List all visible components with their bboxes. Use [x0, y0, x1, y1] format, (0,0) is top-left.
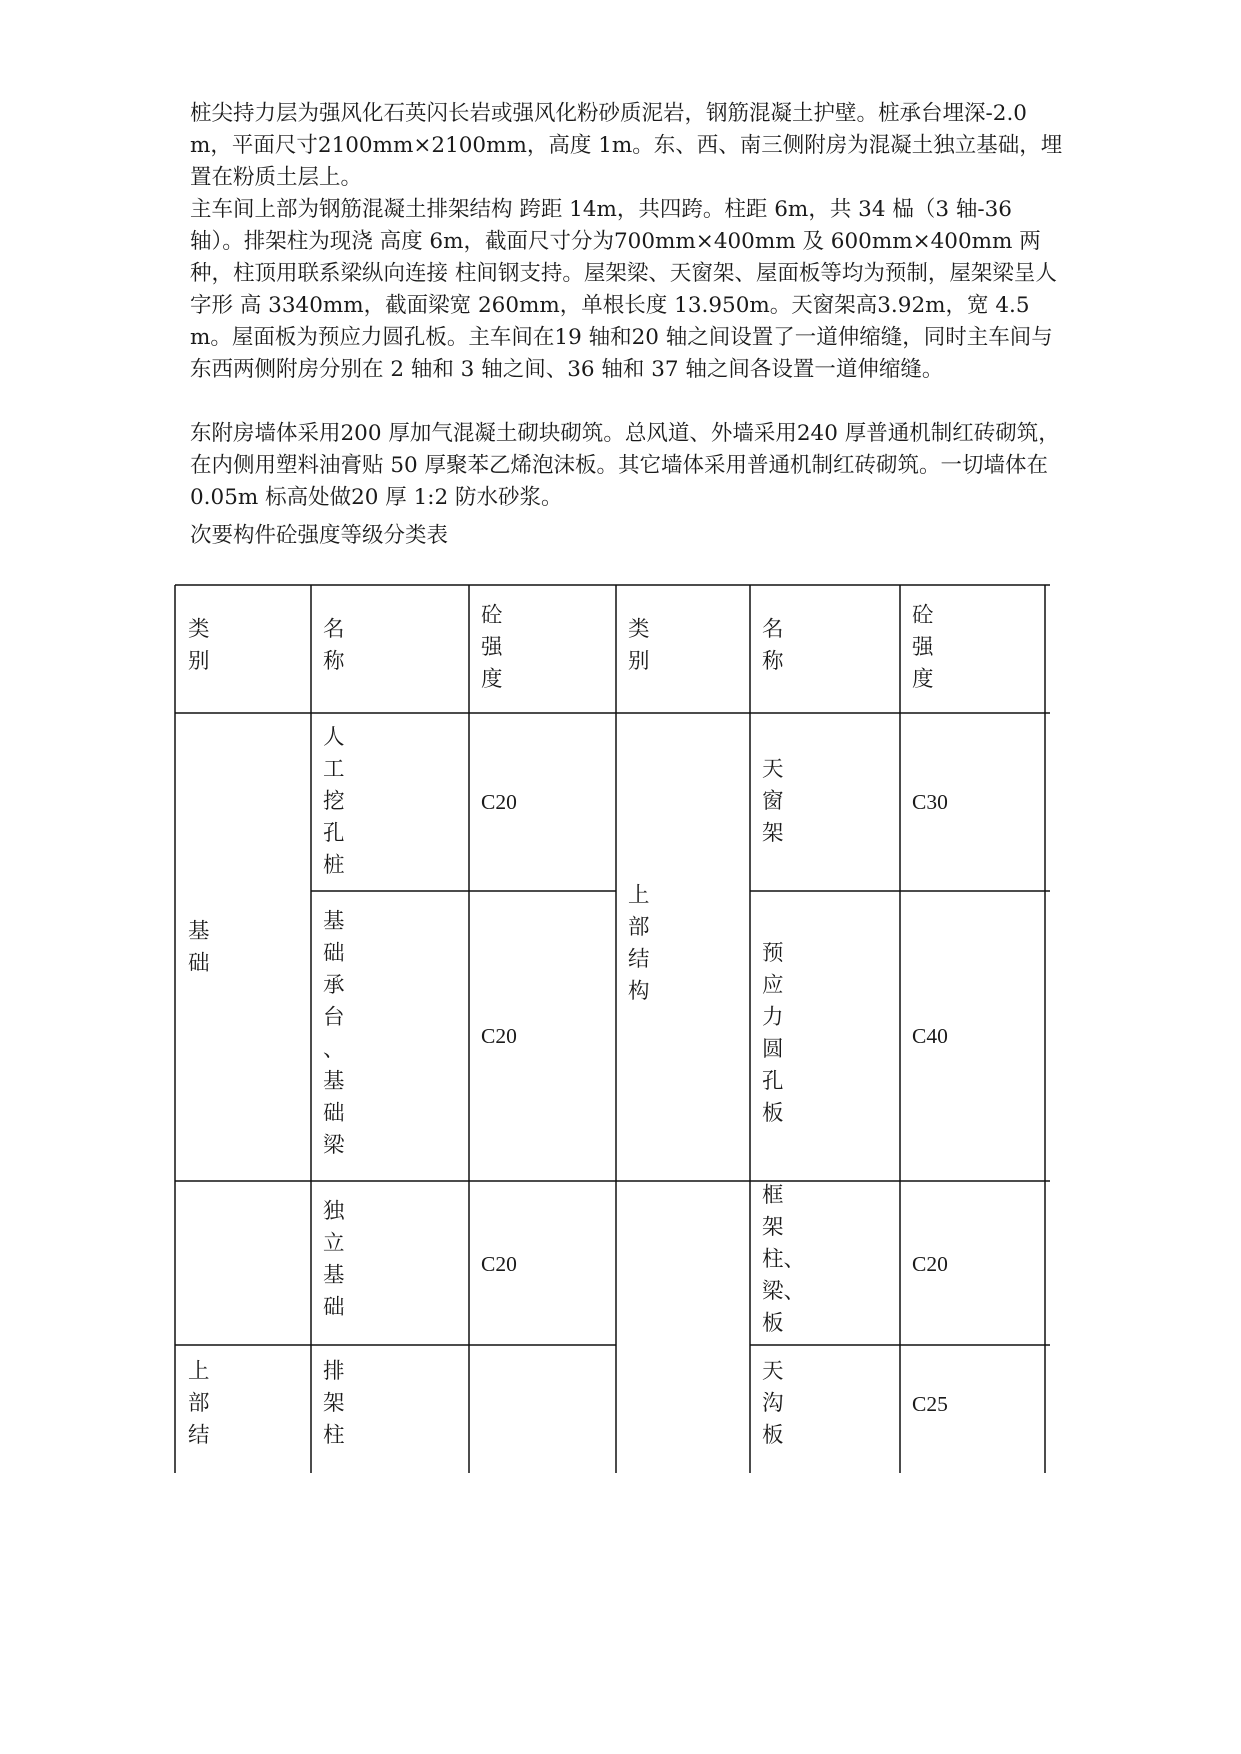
paragraph-main-workshop: 主车间上部为钢筋混凝土排架结构 跨距 14m，共四跨。柱距 6m，共 34 榀（3 轴-36 轴）。排架柱为现浇 高度 6m，截面尺寸分为700mm×400mm 及 600mm×400mm 两种，柱顶用联系梁纵向连接 柱间钢支持。屋架梁、天窗架、屋面板等均为预制，屋架梁呈人字形 高 3340mm，截面梁宽 260mm，单根长度 13.950m。天窗架高3.92m，宽 4.5m。屋面板为预应力圆孔板。主车间在19 轴和20 轴之间设置了一道伸缩缝，同时主车间与东西两侧附房分别在 2 轴和 3 轴之间、36 轴和 37 轴之间各设置一道伸缩缝。 [190, 197, 1057, 382]
grade-prestressed-hollow-slab: C40 [912, 1024, 948, 1048]
grade-pile-cap-and-beam: C20 [481, 1024, 517, 1048]
paragraph-walls: 东附房墙体采用200 厚加气混凝土砌块砌筑。总风道、外墙采用240 厚普通机制红砖砌筑，在内侧用塑料油膏贴 50 厚聚苯乙烯泡沫板。其它墙体采用普通机制红砖砌筑。一切墙体在0.05m 标高处做20 厚 1:2 防水砂浆。 [190, 421, 1060, 510]
category-superstructure-left: 上 部 结 [188, 1359, 210, 1448]
category-superstructure-right: 上 部 结 构 [628, 883, 650, 1004]
header-name-left: 名 称 [323, 617, 345, 674]
name-bent-column: 排 架 柱 [323, 1359, 345, 1448]
name-prestressed-hollow-slab: 预 应 力 圆 孔 板 [762, 941, 784, 1126]
name-pile-cap-and-beam: 基 础 承 台 、 基 础 梁 [323, 909, 345, 1158]
category-foundation: 基 础 [188, 919, 210, 976]
name-skylight-frame: 天 窗 架 [762, 757, 784, 846]
name-manual-bored-pile: 人 工 挖 孔 桩 [323, 725, 345, 878]
header-name-right: 名 称 [762, 617, 784, 674]
grade-isolated-footing: C20 [481, 1252, 517, 1276]
name-gutter-slab: 天 沟 板 [762, 1359, 784, 1448]
name-isolated-footing: 独 立 基 础 [323, 1199, 345, 1320]
grade-gutter-slab: C25 [912, 1392, 948, 1416]
table-caption: 次要构件砼强度等级分类表 [190, 523, 449, 548]
header-grade-right: 砼 强 度 [912, 603, 934, 692]
grade-frame-column-beam-slab: C20 [912, 1252, 948, 1276]
grade-skylight-frame: C30 [912, 790, 948, 814]
header-grade-left: 砼 强 度 [481, 603, 503, 692]
paragraph-pile-foundation: 桩尖持力层为强风化石英闪长岩或强风化粉砂质泥岩，钢筋混凝土护壁。桩承台埋深-2.0m，平面尺寸2100mm×2100mm，高度 1m。东、西、南三侧附房为混凝土独立基础，埋置在粉质土层上。 [190, 101, 1063, 190]
header-category-left: 类 别 [188, 617, 210, 674]
header-category-right: 类 别 [628, 617, 650, 674]
name-frame-column-beam-slab: 框 架 柱、 梁、 板 [762, 1183, 806, 1336]
grade-manual-bored-pile: C20 [481, 790, 517, 814]
